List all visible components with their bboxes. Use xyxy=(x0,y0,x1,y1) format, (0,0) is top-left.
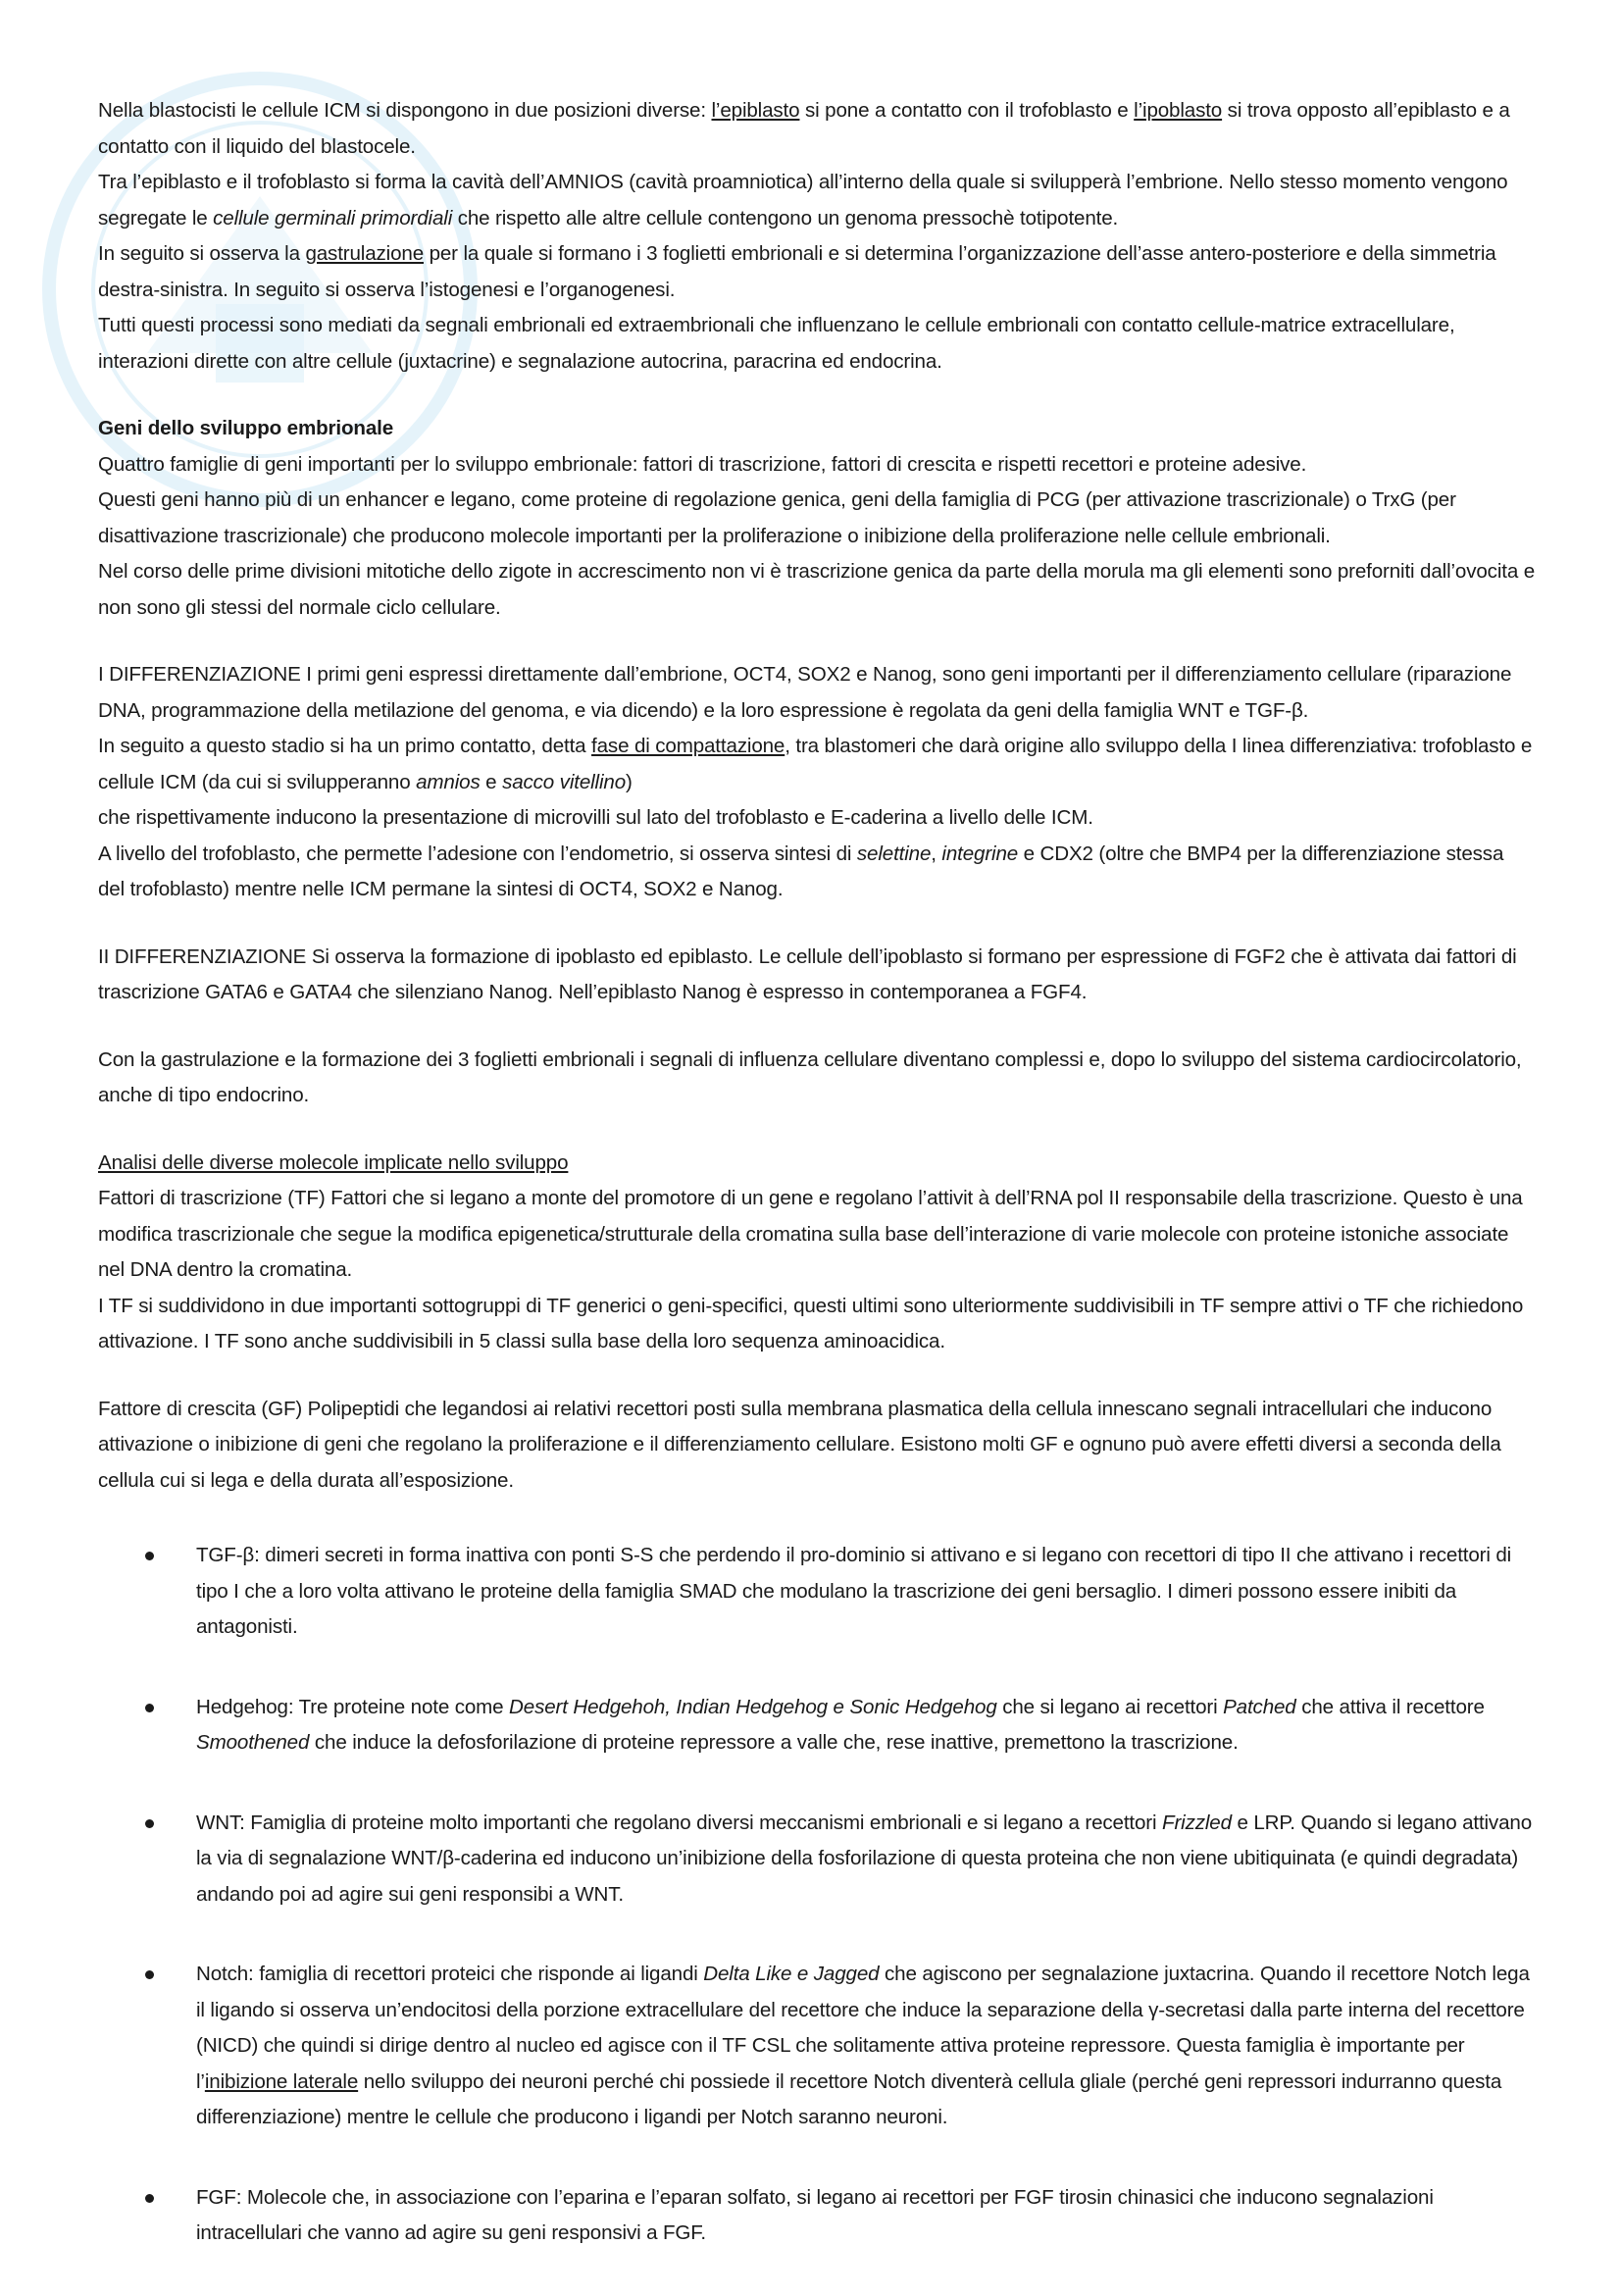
paragraph: Nel corso delle prime divisioni mitotiche dello zigote in accrescimento non vi è trascrizione genica da parte della morula ma gli elementi sono preforniti dall’ovocita e non sono gli stessi del normale ciclo cellulare. xyxy=(98,560,1536,619)
paragraph: Questi geni hanno più di un enhancer e legano, come proteine di regolazione genica, geni della famiglia di PCG (per attivazione trascrizionale) o TrxG (per disattivazione trascrizionale) che producono molecole importanti per la proliferazione o inibizione della proliferazione nelle cellule embrionali. xyxy=(98,488,1456,547)
paragraph: Tra l’epiblasto e il trofoblasto si forma la cavità dell’AMNIOS (cavità proamniotica) all’interno della quale si svilupperà l’embrione. Nello stesso momento vengono segregate le cellule germinali primordiali che rispetto alle altre cellule contengono un genoma pressochè totipotente. xyxy=(98,171,1508,230)
paragraph: In seguito si osserva la gastrulazione per la quale si formano i 3 foglietti embrionali e si determina l’organizzazione dell’asse antero-posteriore e della simmetria destra-sinistra. In seguito si osserva l’istogenesi e l’organogenesi. xyxy=(98,242,1496,301)
paragraph: Con la gastrulazione e la formazione dei 3 foglietti embrionali i segnali di influenza cellulare diventano complessi e, dopo lo sviluppo del sistema cardiocircolatorio, anche di tipo endocrino. xyxy=(98,1047,1522,1106)
paragraph: A livello del trofoblasto, che permette l’adesione con l’endometrio, si osserva sintesi di selettine, integrine e CDX2 (oltre che BMP4 per la differenziazione stessa del trofoblasto) mentre nelle ICM permane la sintesi di OCT4, SOX2 e Nanog. xyxy=(98,842,1504,900)
paragraph: Nella blastocisti le cellule ICM si dispongono in due posizioni diverse: l’epiblasto si pone a contatto con il trofoblasto e l’ipoblasto si trova opposto all’epiblasto e a contatto con il liquido del blastocele. xyxy=(98,99,1510,158)
bullet-list xyxy=(98,1538,1535,2252)
bullet-icon xyxy=(145,1704,154,1712)
bullet-icon xyxy=(145,1970,154,1979)
section-heading: Geni dello sviluppo embrionale xyxy=(98,417,394,439)
paragraph: Tutti questi processi sono mediati da segnali embrionali ed extraembrionali che influenzano le cellule embrionali con contatto cellule-matrice extracellulare, interazioni dirette con altre cellule (juxtacrine) e segnalazione autocrina, paracrina ed endocrina. xyxy=(98,314,1455,373)
paragraph: I DIFFERENZIAZIONE I primi geni espressi direttamente dall’embrione, OCT4, SOX2 e Nanog, sono geni importanti per il differenziamento cellulare (riparazione DNA, programmazione della metilazione del genoma, e via dicendo) e la loro espressione è regolata da geni della famiglia WNT e TGF-β. xyxy=(98,663,1512,722)
list-item: Notch: famiglia di recettori proteici che risponde ai ligandi Delta Like e Jagged che agiscono per segnalazione juxtacrina. Quando il recettore Notch lega il ligando si osserva un’endocitosi della porzione extracellulare del recettore che induce la separazione della γ-secretasi dalla parte interna del recettore (NICD) che quindi si dirige dentro al nucleo ed agisce con il TF CSL che solitamente attiva proteine repressore. Questa famiglia è importante per l’inibizione laterale nello sviluppo dei neuroni perché chi possiede il recettore Notch diventerà cellula gliale (perché geni repressori indurranno questa differenziazione) mentre le cellule che producono i ligandi per Notch saranno neuroni. xyxy=(98,1957,1535,2136)
list-item: WNT: Famiglia di proteine molto importanti che regolano diversi meccanismi embrionali e si legano a recettori Frizzled e LRP. Quando si legano attivano la via di segnalazione WNT/β-caderina ed inducono un’inibizione della fosforilazione di questa proteina che non viene ubitiquinata (e quindi degradata) andando poi ad agire sui geni responsibi a WNT. xyxy=(98,1806,1535,1913)
paragraph: che rispettivamente inducono la presentazione di microvilli sul lato del trofoblasto e E-caderina a livello delle ICM. xyxy=(98,806,1093,829)
document-page xyxy=(98,93,1535,2296)
list-item: Hedgehog: Tre proteine note come Desert Hedgehoh, Indian Hedgehog e Sonic Hedgehog che si legano ai recettori Patched che attiva il recettore Smoothened che induce la defosforilazione di proteine repressore a valle che, rese inattive, premettono la trascrizione. xyxy=(98,1690,1535,1761)
list-item: TGF-β: dimeri secreti in forma inattiva con ponti S-S che perdendo il pro-dominio si attivano e si legano con recettori di tipo II che attivano i recettori di tipo I che a loro volta attivano le proteine della famiglia SMAD che modulano la trascrizione dei geni bersaglio. I dimeri possono essere inibiti da antagonisti. xyxy=(98,1538,1535,1646)
section-heading: Analisi delle diverse molecole implicate nello sviluppo xyxy=(98,1150,569,1174)
paragraph: Fattore di crescita (GF) Polipeptidi che legandosi ai relativi recettori posti sulla membrana plasmatica della cellula innescano segnali intracellulari che inducono attivazione o inibizione di geni che regolano la proliferazione e il differenziamento cellulare. Esistono molti GF e ognuno può avere effetti diversi a seconda della cellula cui si lega e della durata all’esposizione. xyxy=(98,1397,1501,1492)
paragraph: In seguito a questo stadio si ha un primo contatto, detta fase di compattazione, tra blastomeri che darà origine allo sviluppo della I linea differenziativa: trofoblasto e cellule ICM (da cui si svilupperanno amnios e sacco vitellino) xyxy=(98,735,1533,793)
list-item: FGF: Molecole che, in associazione con l’eparina e l’eparan solfato, si legano ai recettori per FGF tirosin chinasici che inducono segnalazioni intracellulari che vanno ad agire su geni responsivi a FGF. xyxy=(98,2180,1535,2252)
paragraph: II DIFFERENZIAZIONE Si osserva la formazione di ipoblasto ed epiblasto. Le cellule dell’ipoblasto si formano per espressione di FGF2 che è attivata dai fattori di trascrizione GATA6 e GATA4 che silenziano Nanog. Nell’epiblasto Nanog è espresso in contemporanea a FGF4. xyxy=(98,944,1517,1003)
paragraph: Fattori di trascrizione (TF) Fattori che si legano a monte del promotore di un gene e regolano l’attivit à dell’RNA pol II responsabile della trascrizione. Questo è una modifica trascrizionale che segue la modifica epigenetica/strutturale della cromatina sulla base dell’interazione di varie molecole con proteine istoniche associate nel DNA dentro la cromatina. xyxy=(98,1187,1523,1281)
paragraph: Quattro famiglie di geni importanti per lo sviluppo embrionale: fattori di trascrizione, fattori di crescita e rispetti recettori e proteine adesive. xyxy=(98,452,1307,476)
paragraph: I TF si suddividono in due importanti sottogruppi di TF generici o geni-specifici, questi ultimi sono ulteriormente suddivisibili in TF sempre attivi o TF che richiedono attivazione. I TF sono anche suddivisibili in 5 classi sulla base della loro sequenza aminoacidica. xyxy=(98,1294,1524,1352)
bullet-icon xyxy=(145,1552,154,1560)
bullet-icon xyxy=(145,1819,154,1828)
bullet-icon xyxy=(145,2194,154,2203)
